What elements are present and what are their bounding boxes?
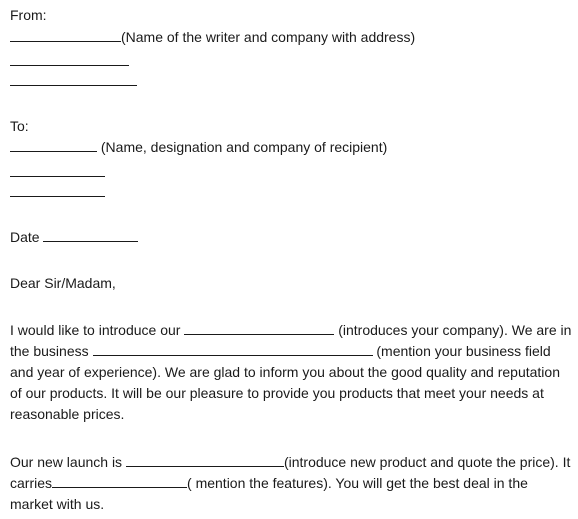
date-label: Date [10,229,44,245]
to-label: To: [10,118,29,134]
p2-text-3: ( mention the features). You will get the best deal in the market with us. [10,475,528,512]
writer-blank [10,27,121,42]
recipient-blank-2 [10,175,105,177]
features-blank [52,473,187,488]
date-line [10,227,138,248]
business-blank [93,341,373,356]
p1-text-3: (mention your business field and year of experience). We are glad to inform you about the good quality and reputation of our products. It will be our pleasure to provide you products that meet your needs at reasonable prices. [10,343,560,422]
recipient-blank [10,137,97,152]
p2-text-1: Our new launch is [10,454,126,470]
paragraph-2 [10,452,573,515]
address-blank-2 [10,84,137,86]
company-blank [184,320,334,335]
p2-text-2: (introduce new product and quote the price). It carries [10,454,571,491]
address-blank-1 [10,64,129,66]
p1-text-2: (introduces your company). We are in the business [10,322,572,359]
paragraph-1 [10,320,573,425]
from-writer-line [10,27,415,48]
from-label: From: [10,7,47,23]
p1-text-1: I would like to introduce our [10,322,185,338]
to-recipient-line [10,137,387,158]
writer-hint: (Name of the writer and company with address) [121,29,416,45]
recipient-blank-3 [10,195,105,197]
salutation: Dear Sir/Madam, [10,275,116,291]
new-launch-blank [126,452,284,467]
recipient-hint: (Name, designation and company of recipient) [97,139,388,155]
date-blank [43,227,138,242]
